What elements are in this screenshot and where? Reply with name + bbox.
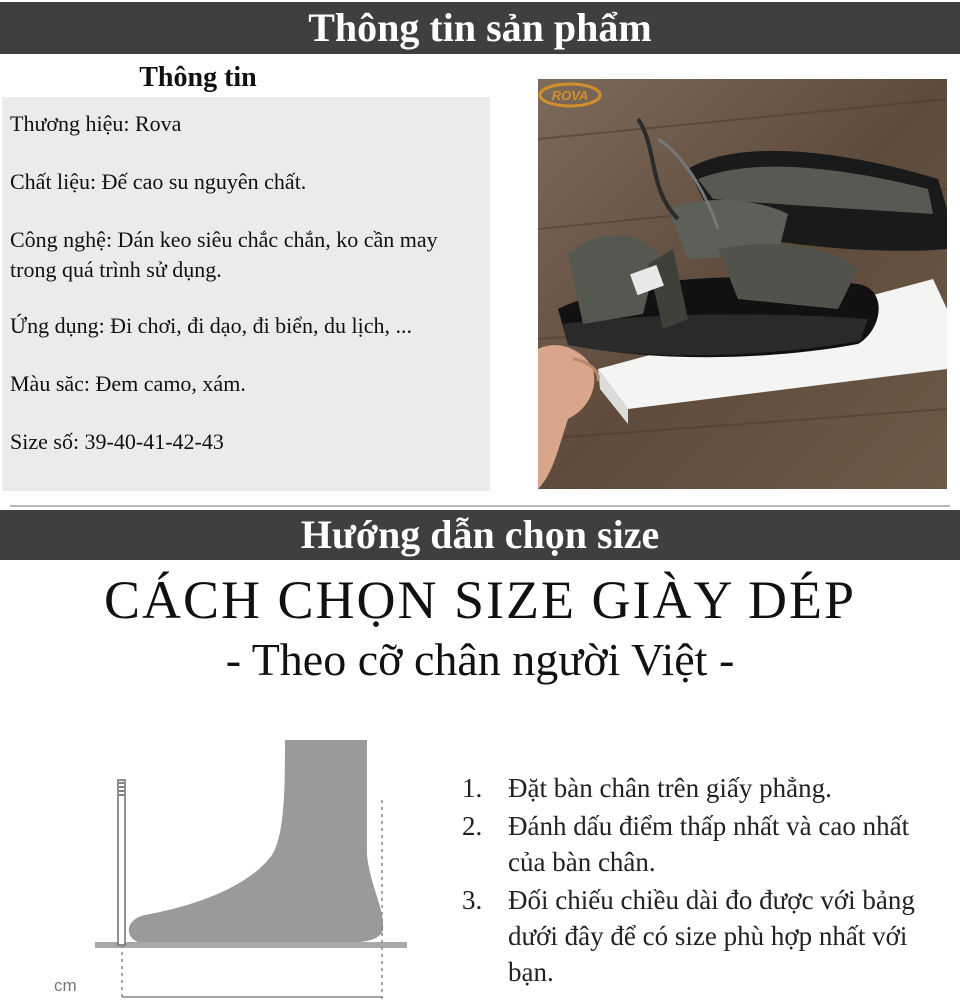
info-panel: [2, 97, 490, 491]
list-item: [462, 808, 932, 880]
info-usage: Ứng dụng: Đi chơi, đi dạo, đi biển, du lịch, ...: [10, 313, 413, 338]
size-steps-list: [462, 770, 932, 992]
section-title-product-info: Thông tin sản phẩm: [0, 2, 960, 54]
step-number: 1.: [462, 773, 483, 803]
section-title-size-guide: Hướng dẫn chọn size: [0, 510, 960, 560]
step-number: 3.: [462, 885, 483, 915]
info-technology: Công nghệ: Dán keo siêu chắc chắn, ko cần may trong quá trình sử dụng.: [10, 227, 438, 282]
step-number: 2.: [462, 811, 483, 841]
brand-logo: ROVA: [551, 88, 589, 103]
info-size: Size số: 39-40-41-42-43: [10, 429, 224, 454]
section-divider: [10, 505, 950, 507]
info-brand: Thương hiệu: Rova: [10, 111, 182, 136]
info-color: Màu săc: Đem camo, xám.: [10, 371, 246, 396]
list-item: [462, 882, 932, 990]
foot-measurement-illustration: [50, 735, 420, 1000]
step-text: Đánh dấu điểm thấp nhất và cao nhất của bàn chân.: [508, 811, 910, 877]
unit-label: cm: [54, 976, 77, 995]
info-heading: Thông tin: [139, 62, 257, 93]
guide-title: CÁCH CHỌN SIZE GIÀY DÉP: [103, 570, 856, 630]
info-material: Chất liệu: Đế cao su nguyên chất.: [10, 169, 307, 194]
step-text: Đối chiếu chiều dài đo được với bảng dưới đây để có size phù hợp nhất với bạn.: [508, 885, 915, 987]
guide-subtitle: - Theo cỡ chân người Việt -: [225, 634, 735, 685]
product-photo: [538, 79, 947, 489]
step-text: Đặt bàn chân trên giấy phẳng.: [508, 773, 832, 803]
list-item: [462, 770, 932, 806]
